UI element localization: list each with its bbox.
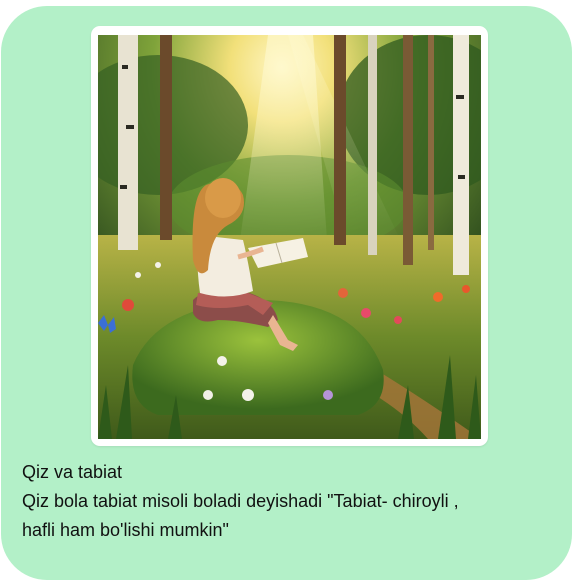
post-image[interactable] <box>91 26 488 446</box>
post-card <box>1 6 572 580</box>
post-body-line-2: hafli ham bo'lishi mumkin" <box>22 520 229 540</box>
forest-painting <box>98 35 481 439</box>
post-caption <box>22 458 562 545</box>
post-title: Qiz va tabiat <box>22 462 123 482</box>
post-body-line-1: Qiz bola tabiat misoli boladi deyishadi "Tabiat- chiroyli , <box>22 491 459 511</box>
